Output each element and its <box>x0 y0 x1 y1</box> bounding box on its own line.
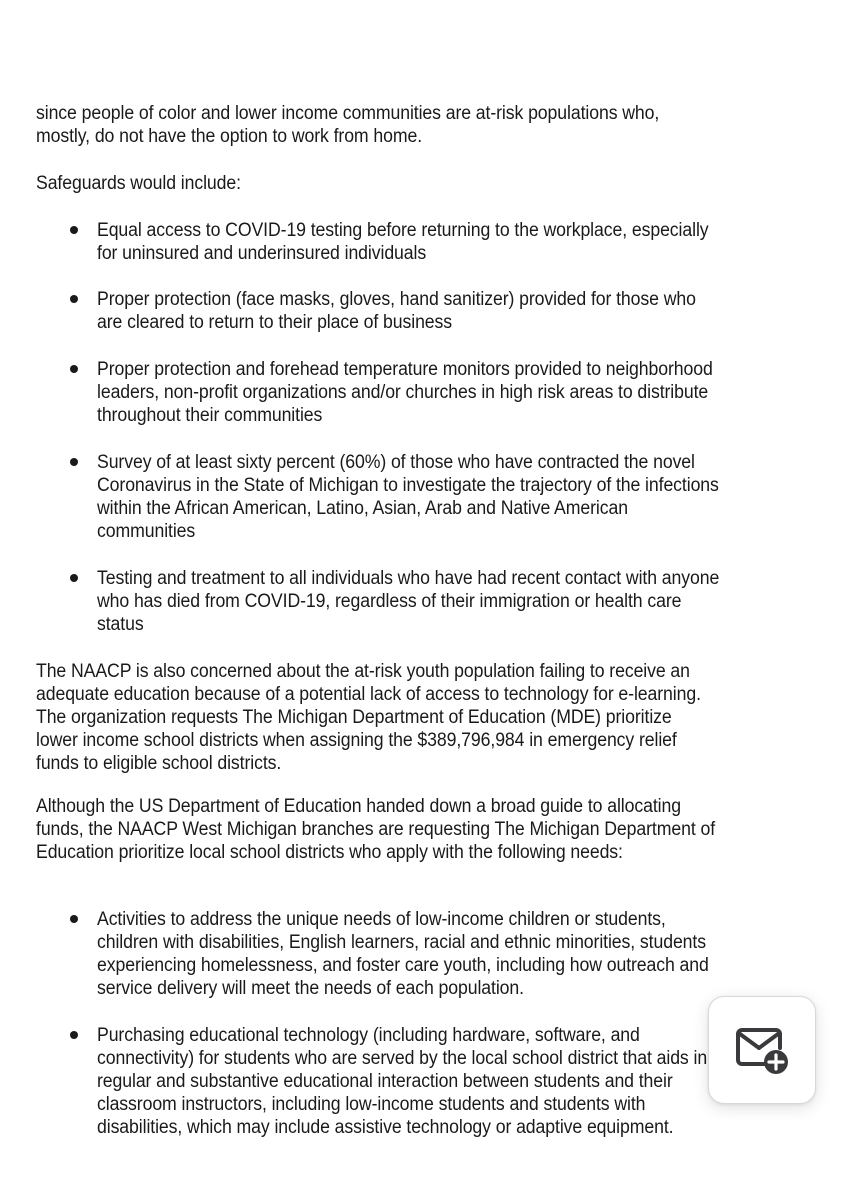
education-paragraph-line: The NAACP is also concerned about the at-risk youth population failing to receive an <box>36 661 690 682</box>
safeguards-heading: Safeguards would include: <box>36 173 241 194</box>
allocation-paragraph-line: funds, the NAACP West Michigan branches are requesting The Michigan Department of <box>36 819 716 840</box>
education-paragraph-line: The organization requests The Michigan Department of Education (MDE) prioritize <box>36 707 672 728</box>
need-item-line: experiencing homelessness, and foster care youth, including how outreach and <box>97 955 709 976</box>
need-item-line: connectivity) for students who are served by the local school district that aids in <box>97 1048 708 1069</box>
bullet-icon <box>70 915 78 923</box>
intro-line: since people of color and lower income communities are at-risk populations who, <box>36 103 660 124</box>
safeguard-item-line: Testing and treatment to all individuals who have had recent contact with anyone <box>97 568 720 589</box>
education-paragraph-line: lower income school districts when assigning the $389,796,984 in emergency relief <box>36 730 677 751</box>
safeguard-item-line: throughout their communities <box>97 405 323 426</box>
safeguard-item-line: Coronavirus in the State of Michigan to investigate the trajectory of the infections <box>97 475 719 496</box>
bullet-icon <box>70 1031 78 1039</box>
safeguard-item-line: Survey of at least sixty percent (60%) of those who have contracted the novel <box>97 452 695 473</box>
education-paragraph-line: funds to eligible school districts. <box>36 753 282 774</box>
need-item-line: classroom instructors, including low-income students and students with <box>97 1094 646 1115</box>
safeguard-item-line: are cleared to return to their place of business <box>97 312 453 333</box>
safeguard-item-line: Proper protection (face masks, gloves, hand sanitizer) provided for those who <box>97 289 696 310</box>
safeguard-item-line: status <box>97 614 144 635</box>
allocation-paragraph-line: Education prioritize local school districts who apply with the following needs: <box>36 842 623 863</box>
need-item-line: Purchasing educational technology (including hardware, software, and <box>97 1025 640 1046</box>
need-item-line: Activities to address the unique needs of low-income children or students, <box>97 909 666 930</box>
mail-add-icon <box>734 1024 790 1076</box>
add-to-mail-button[interactable] <box>708 996 816 1104</box>
bullet-icon <box>70 574 78 582</box>
bullet-icon <box>70 365 78 373</box>
bullet-icon <box>70 226 78 234</box>
need-item-line: disabilities, which may include assistive technology or adaptive equipment. <box>97 1117 674 1138</box>
safeguard-item-line: communities <box>97 521 196 542</box>
need-item-line: service delivery will meet the needs of each population. <box>97 978 524 999</box>
intro-line: mostly, do not have the option to work from home. <box>36 126 423 147</box>
safeguard-item-line: Proper protection and forehead temperature monitors provided to neighborhood <box>97 359 713 380</box>
safeguard-item-line: within the African American, Latino, Asian, Arab and Native American <box>97 498 628 519</box>
bullet-icon <box>70 295 78 303</box>
safeguard-item-line: Equal access to COVID-19 testing before returning to the workplace, especially <box>97 220 709 241</box>
need-item-line: regular and substantive educational interaction between students and their <box>97 1071 673 1092</box>
allocation-paragraph-line: Although the US Department of Education handed down a broad guide to allocating <box>36 796 681 817</box>
need-item-line: children with disabilities, English learners, racial and ethnic minorities, students <box>97 932 706 953</box>
safeguard-item-line: leaders, non-profit organizations and/or churches in high risk areas to distribute <box>97 382 709 403</box>
safeguard-item-line: who has died from COVID-19, regardless of their immigration or health care <box>97 591 682 612</box>
bullet-icon <box>70 458 78 466</box>
safeguard-item-line: for uninsured and underinsured individuals <box>97 243 427 264</box>
education-paragraph-line: adequate education because of a potential lack of access to technology for e-learning. <box>36 684 701 705</box>
